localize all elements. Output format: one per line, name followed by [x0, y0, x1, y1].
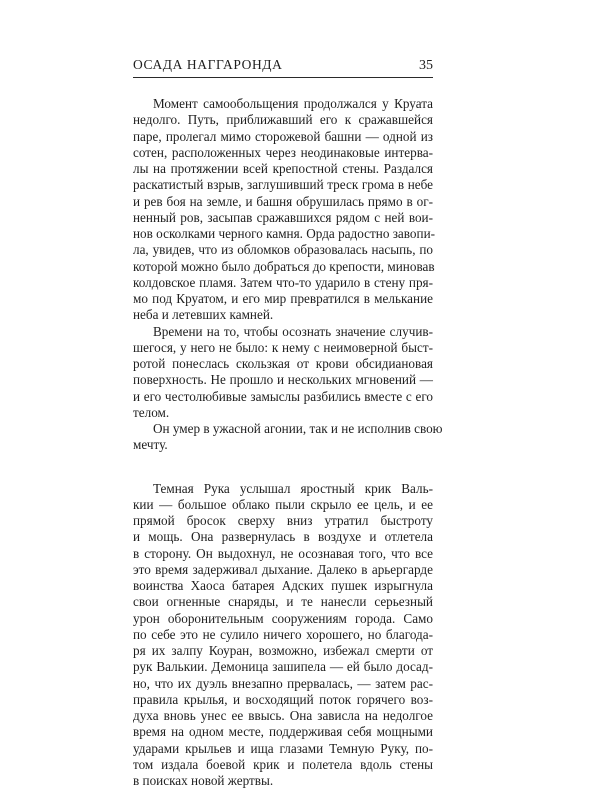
text-line: рук Валькии. Демоница зашипела — ей было досад-	[133, 659, 433, 675]
text-line: которой можно было добраться до крепости, миновав	[133, 259, 433, 275]
text-line: колдовское пламя. Затем что-то ударило в стену пря-	[133, 275, 433, 291]
running-head	[133, 57, 433, 74]
text-line: телом.	[133, 405, 433, 421]
text-line: в сторону. Он выдохнул, не осознавая того, что все	[133, 546, 433, 562]
text-line: недолго. Путь, приближавший его к сражавшейся	[133, 112, 433, 128]
chapter-title: ОСАДА НАГГАРОНДА	[133, 57, 282, 73]
text-line: и мощь. Она развернулась в воздухе и отлетела	[133, 529, 433, 545]
text-line: неба и летевших камней.	[133, 307, 433, 323]
paragraph	[133, 481, 433, 789]
text-line: урон оборонительным сооружениям города. Само	[133, 611, 433, 627]
text-line: духа вновь унес ее ввысь. Она зависла на недолгое	[133, 708, 433, 724]
section-break	[133, 454, 433, 481]
paragraph	[133, 421, 433, 454]
text-line: паре, пролегал мимо сторожевой башни — одной из	[133, 129, 433, 145]
text-line: это время задерживал дыхание. Далеко в арьергарде	[133, 562, 433, 578]
text-line: и рев боя на земле, и башня обрушилась прямо в ог-	[133, 194, 433, 210]
text-line: ударами крыльев и ища глазами Темную Руку, по-	[133, 741, 433, 757]
page-number: 35	[419, 58, 433, 74]
text-line: мечту.	[133, 437, 433, 453]
text-line: лы на протяжении всей крепостной стены. Раздался	[133, 161, 433, 177]
text-line: нов осколками черного камня. Орда радостно завопи-	[133, 226, 433, 242]
text-line: ря их залпу Коуран, возможно, избежал смерти от	[133, 643, 433, 659]
paragraph	[133, 324, 433, 422]
text-line: воинства Хаоса батарея Адских пушек изрыгнула	[133, 578, 433, 594]
text-line: Времени на то, чтобы осознать значение случив-	[133, 324, 433, 340]
text-line: время на одном месте, поддерживая себя мощными	[133, 724, 433, 740]
text-line: ненный ров, засыпав сражавшихся рядом с ней вои-	[133, 210, 433, 226]
text-line: прямой бросок сверху вниз утратил быстроту	[133, 513, 433, 529]
text-line: кии — большое облако пыли скрыло ее цель, и ее	[133, 497, 433, 513]
text-line: Момент самообольщения продолжался у Круата	[133, 96, 433, 112]
text-line: раскатистый взрыв, заглушивший треск грома в небе	[133, 177, 433, 193]
text-line: ла, увидев, что из обломков образовалась насыпь, по	[133, 242, 433, 258]
text-line: ротой понеслась скользкая от крови обсидиановая	[133, 356, 433, 372]
text-line: по себе это не сулило ничего хорошего, но благода-	[133, 627, 433, 643]
text-line: Он умер в ужасной агонии, так и не исполнив свою	[133, 421, 433, 437]
text-line: Темная Рука услышал яростный крик Валь-	[133, 481, 433, 497]
text-line: правила крылья, и восходящий поток горячего воз-	[133, 692, 433, 708]
text-line: поверхность. Не прошло и нескольких мгновений —	[133, 372, 433, 388]
body-text	[133, 96, 433, 789]
text-line: том издала боевой крик и полетела вдоль стены	[133, 757, 433, 773]
header-rule	[133, 77, 433, 78]
paragraph	[133, 96, 433, 324]
text-line: сотен, расположенных через неодинаковые интерва-	[133, 145, 433, 161]
text-line: шегося, у него не было: к нему с неимоверной быст-	[133, 340, 433, 356]
text-line: и его честолюбивые замыслы разбились вместе с его	[133, 389, 433, 405]
text-line: свои огненные снаряды, и те нанесли серьезный	[133, 594, 433, 610]
text-line: мо под Круатом, и его мир превратился в мелькание	[133, 291, 433, 307]
text-line: но, что их дуэль внезапно прервалась, — затем рас-	[133, 676, 433, 692]
text-line: в поисках новой жертвы.	[133, 773, 433, 789]
